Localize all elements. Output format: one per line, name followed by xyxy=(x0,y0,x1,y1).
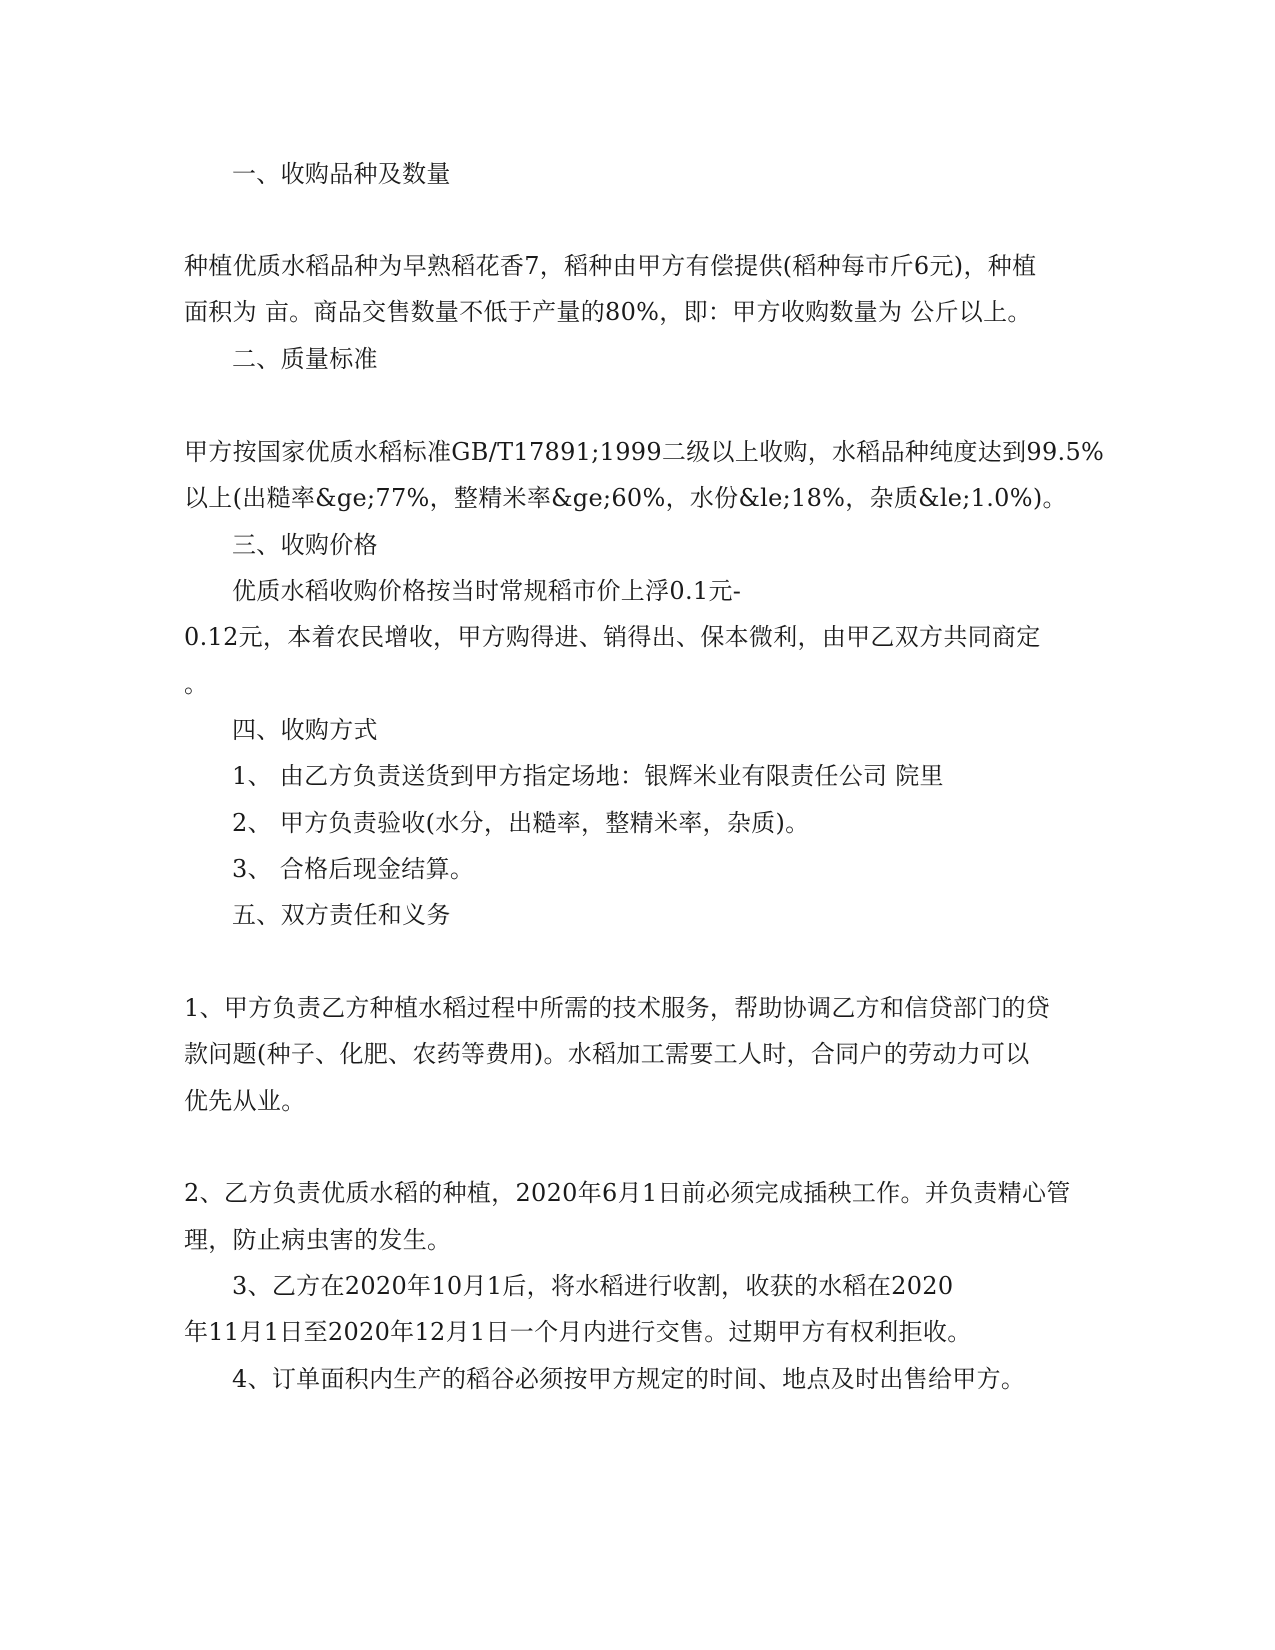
paragraph-line: 面积为 亩。商品交售数量不低于产量的80%，即：甲方收购数量为 公斤以上。 xyxy=(184,298,1032,326)
paragraph-line: 1、甲方负责乙方种植水稻过程中所需的技术服务，帮助协调乙方和信贷部门的贷 xyxy=(184,994,1051,1022)
paragraph-line: 种植优质水稻品种为早熟稻花香7，稻种由甲方有偿提供(稻种每市斤6元)，种植 xyxy=(184,252,1037,280)
section-heading-price: 三、收购价格 xyxy=(232,531,378,559)
list-item: 2、 甲方负责验收(水分，出糙率，整精米率，杂质)。 xyxy=(232,809,810,837)
paragraph-line: 3、乙方在2020年10月1后，将水稻进行收割，收获的水稻在2020 xyxy=(232,1272,954,1300)
paragraph-line: 2、乙方负责优质水稻的种植，2020年6月1日前必须完成插秧工作。并负责精心管 xyxy=(184,1179,1071,1207)
paragraph-line: 以上(出糙率&ge;77%，整精米率&ge;60%，水份&le;18%，杂质&le;1.0%)。 xyxy=(184,484,1067,512)
paragraph-line: 优先从业。 xyxy=(184,1087,306,1115)
paragraph-line: 款问题(种子、化肥、农药等费用)。水稻加工需要工人时，合同户的劳动力可以 xyxy=(184,1040,1030,1068)
paragraph-line: 。 xyxy=(184,670,209,698)
paragraph-line: 年11月1日至2020年12月1日一个月内进行交售。过期甲方有权利拒收。 xyxy=(184,1318,972,1346)
paragraph-line: 0.12元，本着农民增收，甲方购得进、销得出、保本微利，由甲乙双方共同商定 xyxy=(184,623,1041,651)
section-heading-method: 四、收购方式 xyxy=(232,716,378,744)
paragraph-line: 4、订单面积内生产的稻谷必须按甲方规定的时间、地点及时出售给甲方。 xyxy=(232,1365,1026,1393)
paragraph-line: 优质水稻收购价格按当时常规稻市价上浮0.1元- xyxy=(232,577,742,605)
section-heading-responsibilities: 五、双方责任和义务 xyxy=(232,901,451,929)
paragraph-line: 甲方按国家优质水稻标准GB/T17891;1999二级以上收购，水稻品种纯度达到99.5% xyxy=(184,438,1105,466)
paragraph-line: 理，防止病虫害的发生。 xyxy=(184,1226,452,1254)
list-item: 1、 由乙方负责送货到甲方指定场地：银辉米业有限责任公司 院里 xyxy=(232,762,944,790)
section-heading-varieties: 一、收购品种及数量 xyxy=(232,160,451,188)
list-item: 3、 合格后现金结算。 xyxy=(232,855,475,883)
section-heading-quality: 二、质量标准 xyxy=(232,345,378,373)
